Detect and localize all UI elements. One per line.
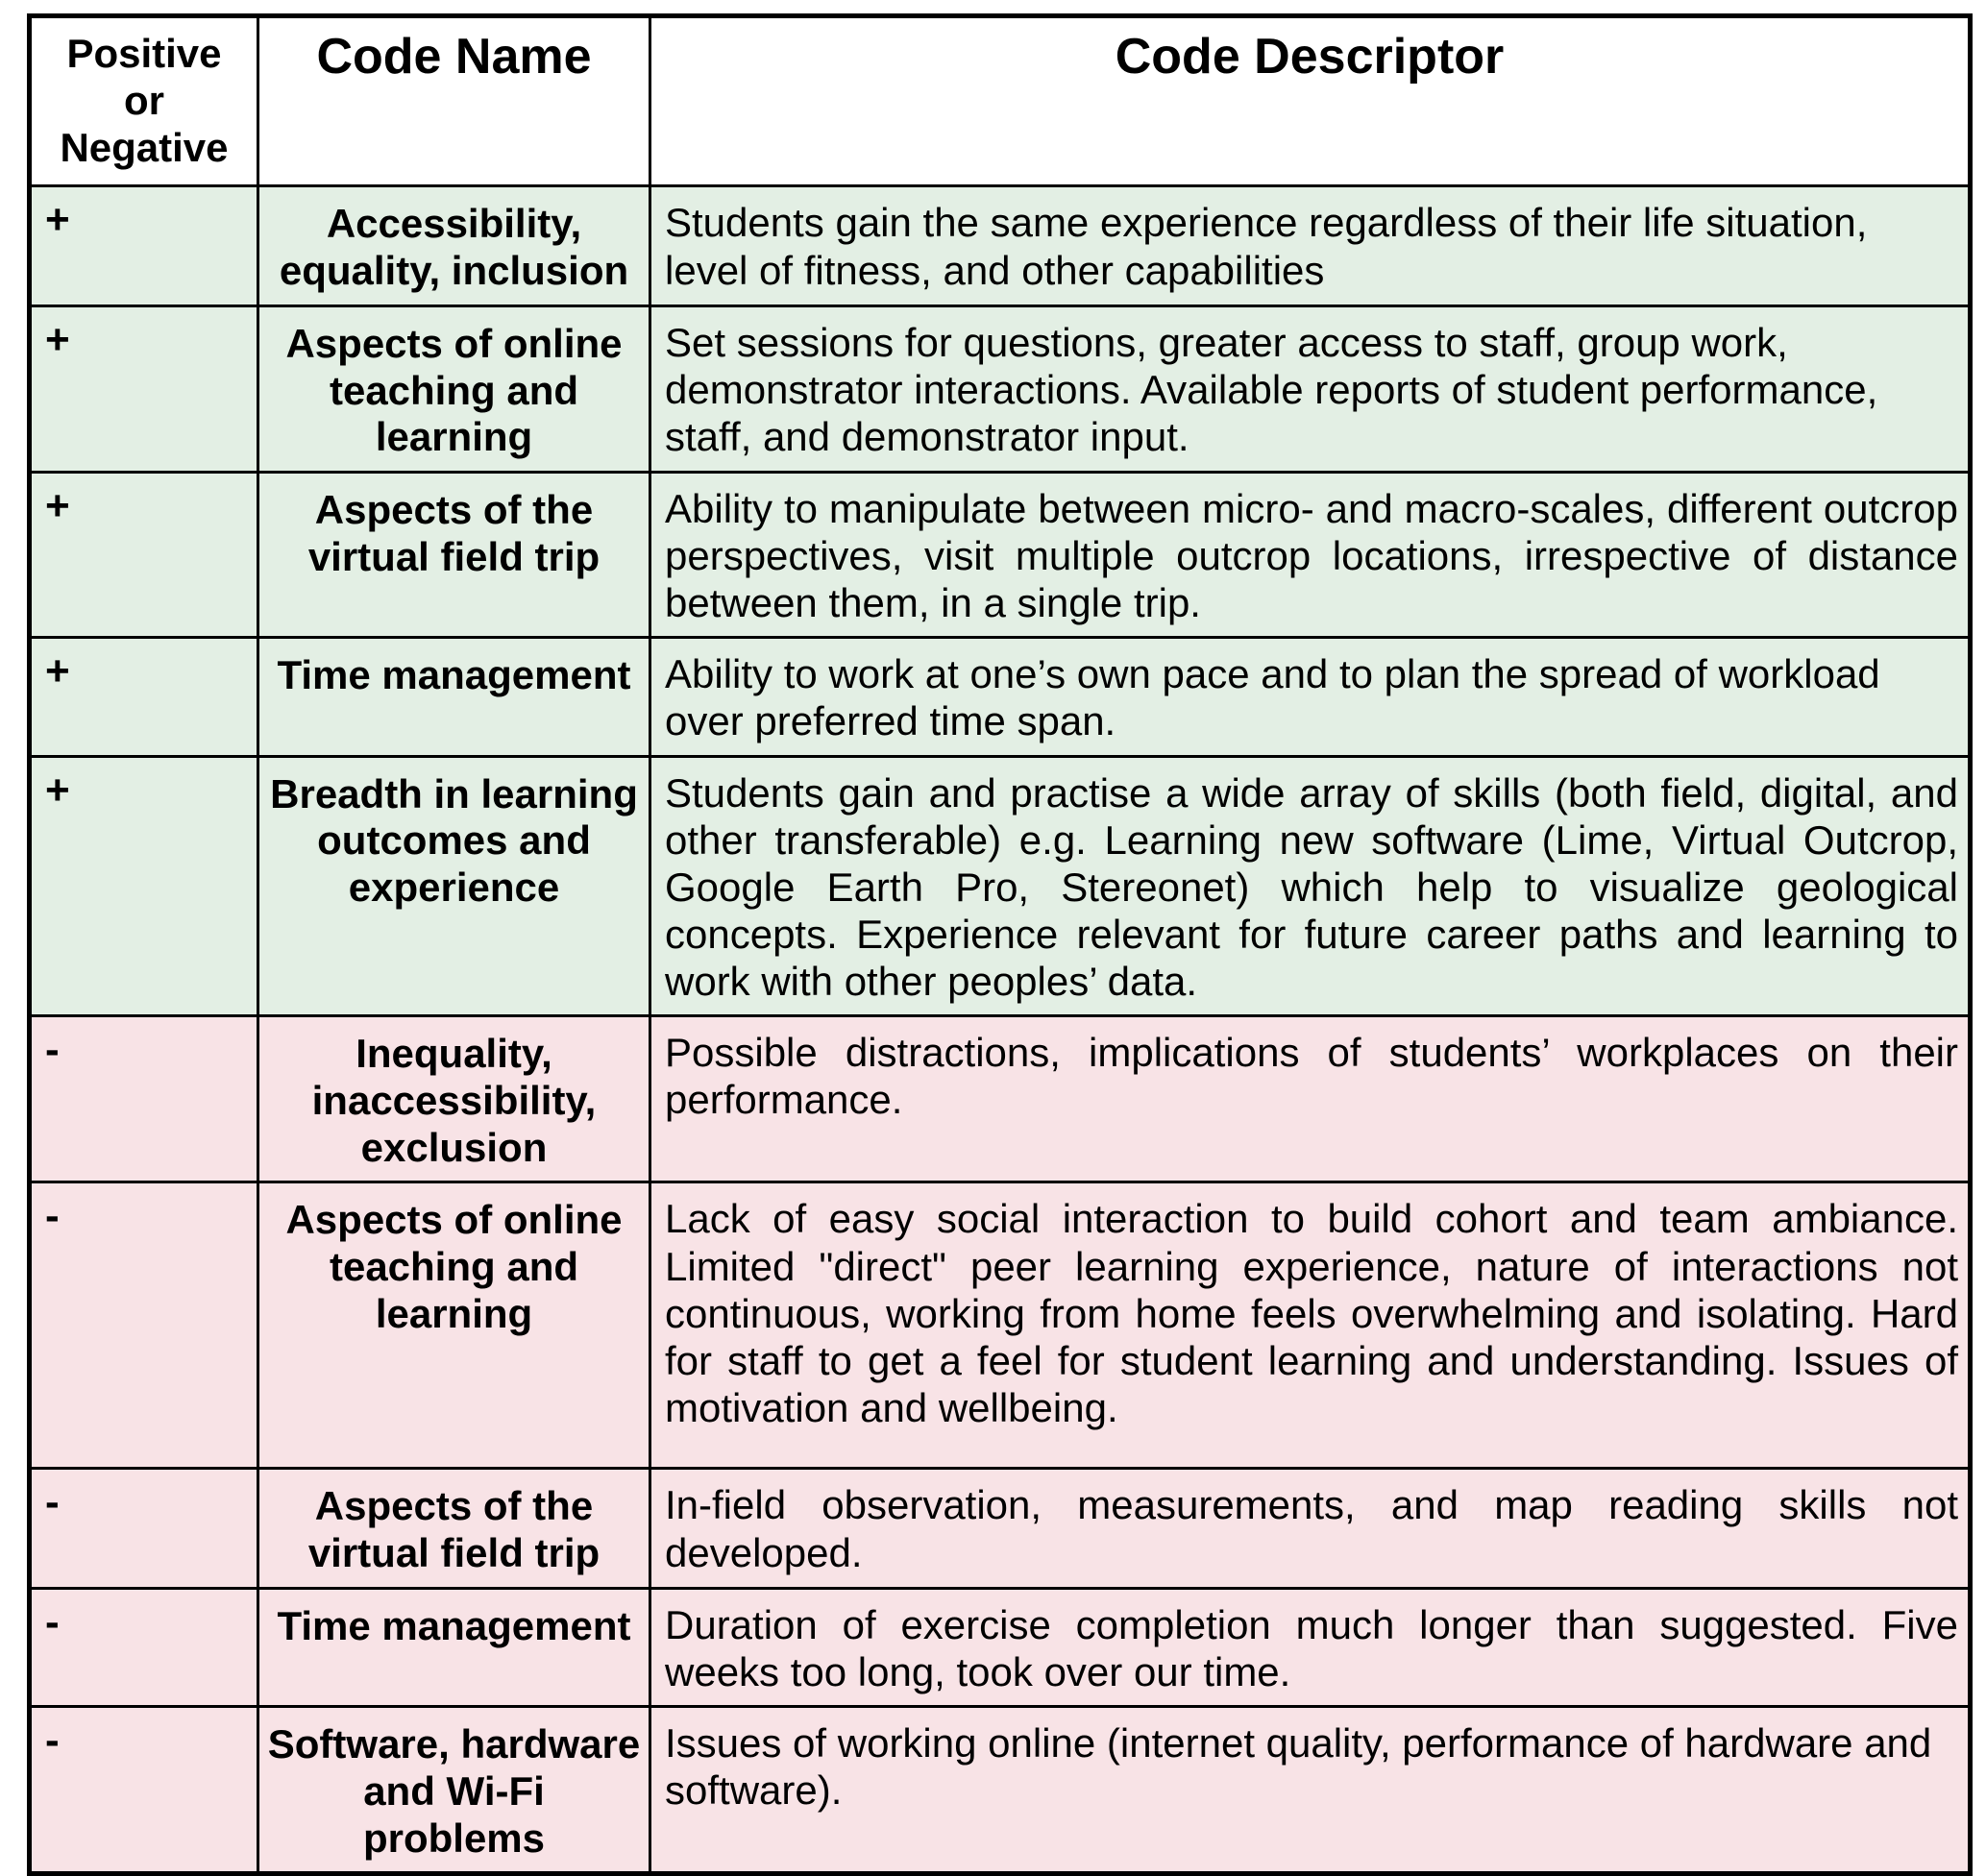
table-row <box>30 1469 1971 1588</box>
polarity-sign: + <box>45 315 70 363</box>
column-header-code-name: Code Name <box>258 16 650 186</box>
code-descriptor-cell: Issues of working online (internet quality, performance of hardware and software). <box>650 1707 1971 1874</box>
table-row <box>30 186 1971 305</box>
table-row <box>30 756 1971 1016</box>
polarity-cell <box>30 186 258 305</box>
table-row <box>30 638 1971 756</box>
code-descriptor-cell: Students gain and practise a wide array of skills (both field, digital, and other transferable) e.g. Learning new software (Lime, Virtual Outcrop, Google Earth Pro, Stereonet) which help to visualize geological concepts. Experience relevant for future career paths and learning to work with other peoples’ data. <box>650 756 1971 1016</box>
code-descriptor-cell: Lack of easy social interaction to build cohort and team ambiance. Limited "direct" peer learning experience, nature of interactions not continuous, working from home feels overwhelming and isolating. Hard for staff to get a feel for student learning and understanding. Issues of motivation and wellbeing. <box>650 1182 1971 1469</box>
polarity-cell <box>30 756 258 1016</box>
code-descriptor-cell: In-field observation, measurements, and map reading skills not developed. <box>650 1469 1971 1588</box>
polarity-sign: - <box>45 1192 60 1240</box>
header-line-negative: Negative <box>60 125 229 171</box>
polarity-cell <box>30 1707 258 1874</box>
code-name-cell: Aspects of the virtual field trip <box>258 1469 650 1588</box>
table-row <box>30 1588 1971 1706</box>
column-header-polarity <box>30 16 258 186</box>
polarity-sign: - <box>45 1597 60 1645</box>
coding-table <box>27 13 1973 1876</box>
code-descriptor-cell: Students gain the same experience regardless of their life situation, level of fitness, and other capabilities <box>650 186 1971 305</box>
code-name-cell: Breadth in learning outcomes and experience <box>258 756 650 1016</box>
code-descriptor-cell: Ability to manipulate between micro- and macro-scales, different outcrop perspectives, visit multiple outcrop locations, irrespective of distance between them, in a single trip. <box>650 472 1971 637</box>
code-name-cell: Time management <box>258 638 650 756</box>
polarity-sign: + <box>45 481 70 529</box>
code-descriptor-cell: Possible distractions, implications of students’ workplaces on their performance. <box>650 1016 1971 1182</box>
polarity-cell <box>30 1588 258 1706</box>
code-descriptor-cell: Ability to work at one’s own pace and to plan the spread of workload over preferred time span. <box>650 638 1971 756</box>
polarity-sign: + <box>45 196 70 244</box>
column-header-code-descriptor: Code Descriptor <box>650 16 1971 186</box>
polarity-cell <box>30 1469 258 1588</box>
polarity-cell <box>30 1016 258 1182</box>
table-row <box>30 472 1971 637</box>
code-name-cell: Inequality, inaccessibility, exclusion <box>258 1016 650 1182</box>
table-body <box>30 186 1971 1874</box>
polarity-sign: - <box>45 1478 60 1526</box>
header-line-positive: Positive <box>66 31 222 76</box>
polarity-sign: + <box>45 647 70 695</box>
polarity-sign: + <box>45 766 70 814</box>
polarity-cell <box>30 1182 258 1469</box>
code-name-cell: Software, hardware and Wi-Fi problems <box>258 1707 650 1874</box>
code-name-cell: Aspects of online teaching and learning <box>258 305 650 472</box>
code-descriptor-cell: Set sessions for questions, greater access to staff, group work, demonstrator interactions. Available reports of student performance, staff, and demonstrator input. <box>650 305 1971 472</box>
code-name-cell: Time management <box>258 1588 650 1706</box>
polarity-cell <box>30 638 258 756</box>
table-row <box>30 1182 1971 1469</box>
header-line-or: or <box>124 78 164 124</box>
polarity-cell <box>30 305 258 472</box>
table-row <box>30 305 1971 472</box>
code-name-cell: Aspects of the virtual field trip <box>258 472 650 637</box>
code-name-cell: Accessibility, equality, inclusion <box>258 186 650 305</box>
table-header <box>30 16 1971 186</box>
table-row <box>30 1016 1971 1182</box>
polarity-cell <box>30 472 258 637</box>
polarity-sign: - <box>45 1026 60 1074</box>
code-descriptor-cell: Duration of exercise completion much longer than suggested. Five weeks too long, took over our time. <box>650 1588 1971 1706</box>
header-row <box>30 16 1971 186</box>
polarity-sign: - <box>45 1717 60 1765</box>
code-name-cell: Aspects of online teaching and learning <box>258 1182 650 1469</box>
table-row <box>30 1707 1971 1874</box>
